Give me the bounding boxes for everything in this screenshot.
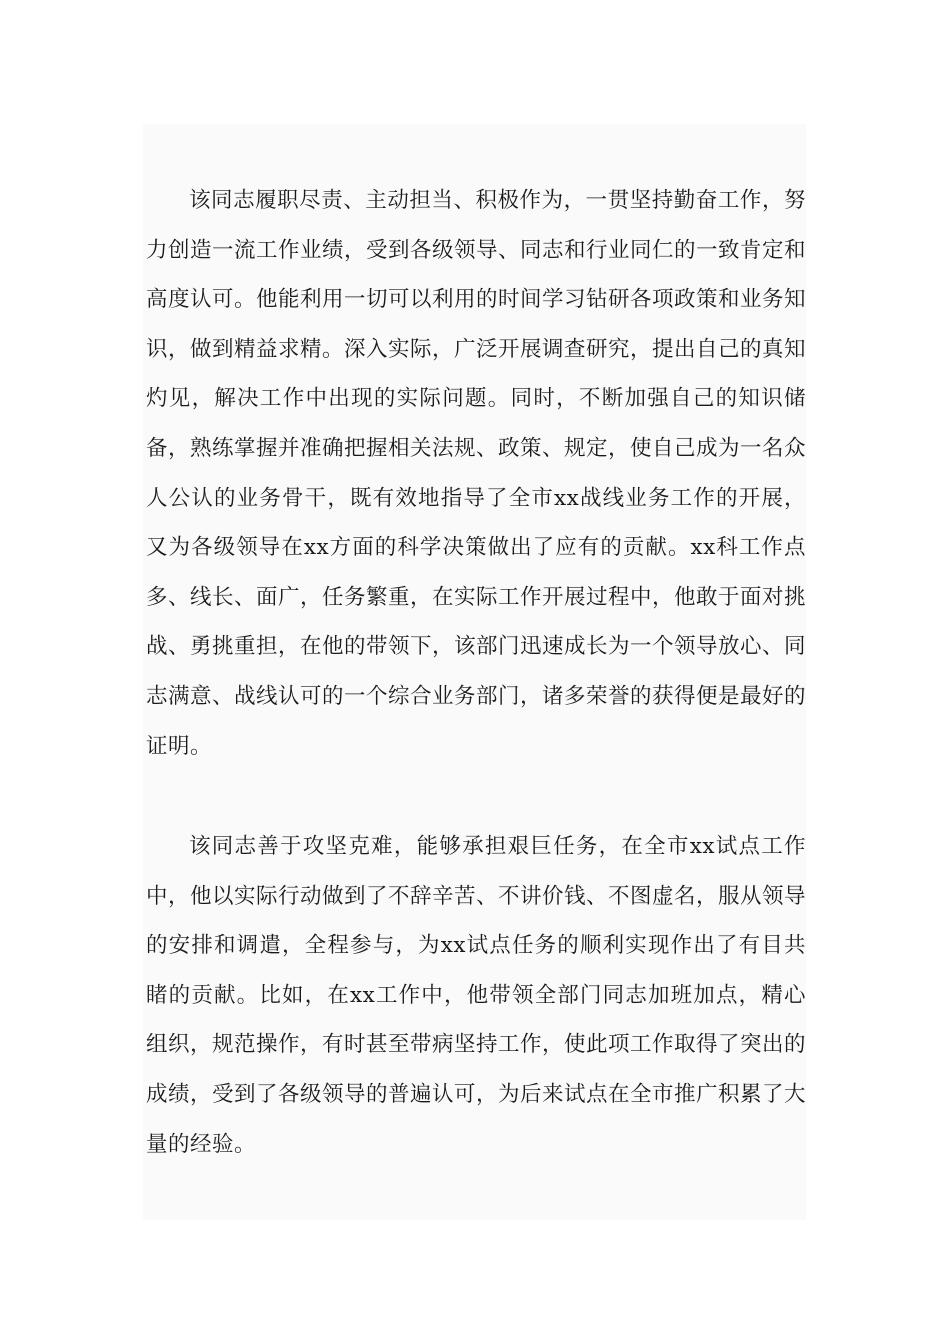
body-paragraph-2: 该同志善于攻坚克难，能够承担艰巨任务，在全市xx试点工作中，他以实际行动做到了不辞辛苦、不讲价钱、不图虚名，服从领导的安排和调遣，全程参与，为xx试点任务的顺利实现作出了有目共睹的贡献。比如，在xx工作中，他带领全部门同志加班加点，精心组织，规范操作，有时甚至带病坚持工作，使此项工作取得了突出的成绩，受到了各级领导的普遍认可，为后来试点在全市推广积累了大量的经验。 [146,834,807,1157]
body-paragraph-1: 该同志履职尽责、主动担当、积极作为，一贯坚持勤奋工作，努力创造一流工作业绩，受到各级领导、同志和行业同仁的一致肯定和高度认可。他能利用一切可以利用的时间学习钻研各项政策和业务知识，做到精益求精。深入实际，广泛开展调查研究，提出自己的真知灼见，解决工作中出现的实际问题。同时，不断加强自己的知识储备，熟练掌握并准确把握相关法规、政策、规定，使自己成为一名众人公认的业务骨干，既有效地指导了全市xx战线业务工作的开展，又为各级领导在xx方面的科学决策做出了应有的贡献。xx科工作点多、线长、面广，任务繁重，在实际工作开展过程中，他敢于面对挑战、勇挑重担，在他的带领下，该部门迅速成长为一个领导放心、同志满意、战线认可的一个综合业务部门，诸多荣誉的获得便是最好的证明。 [146,188,807,759]
